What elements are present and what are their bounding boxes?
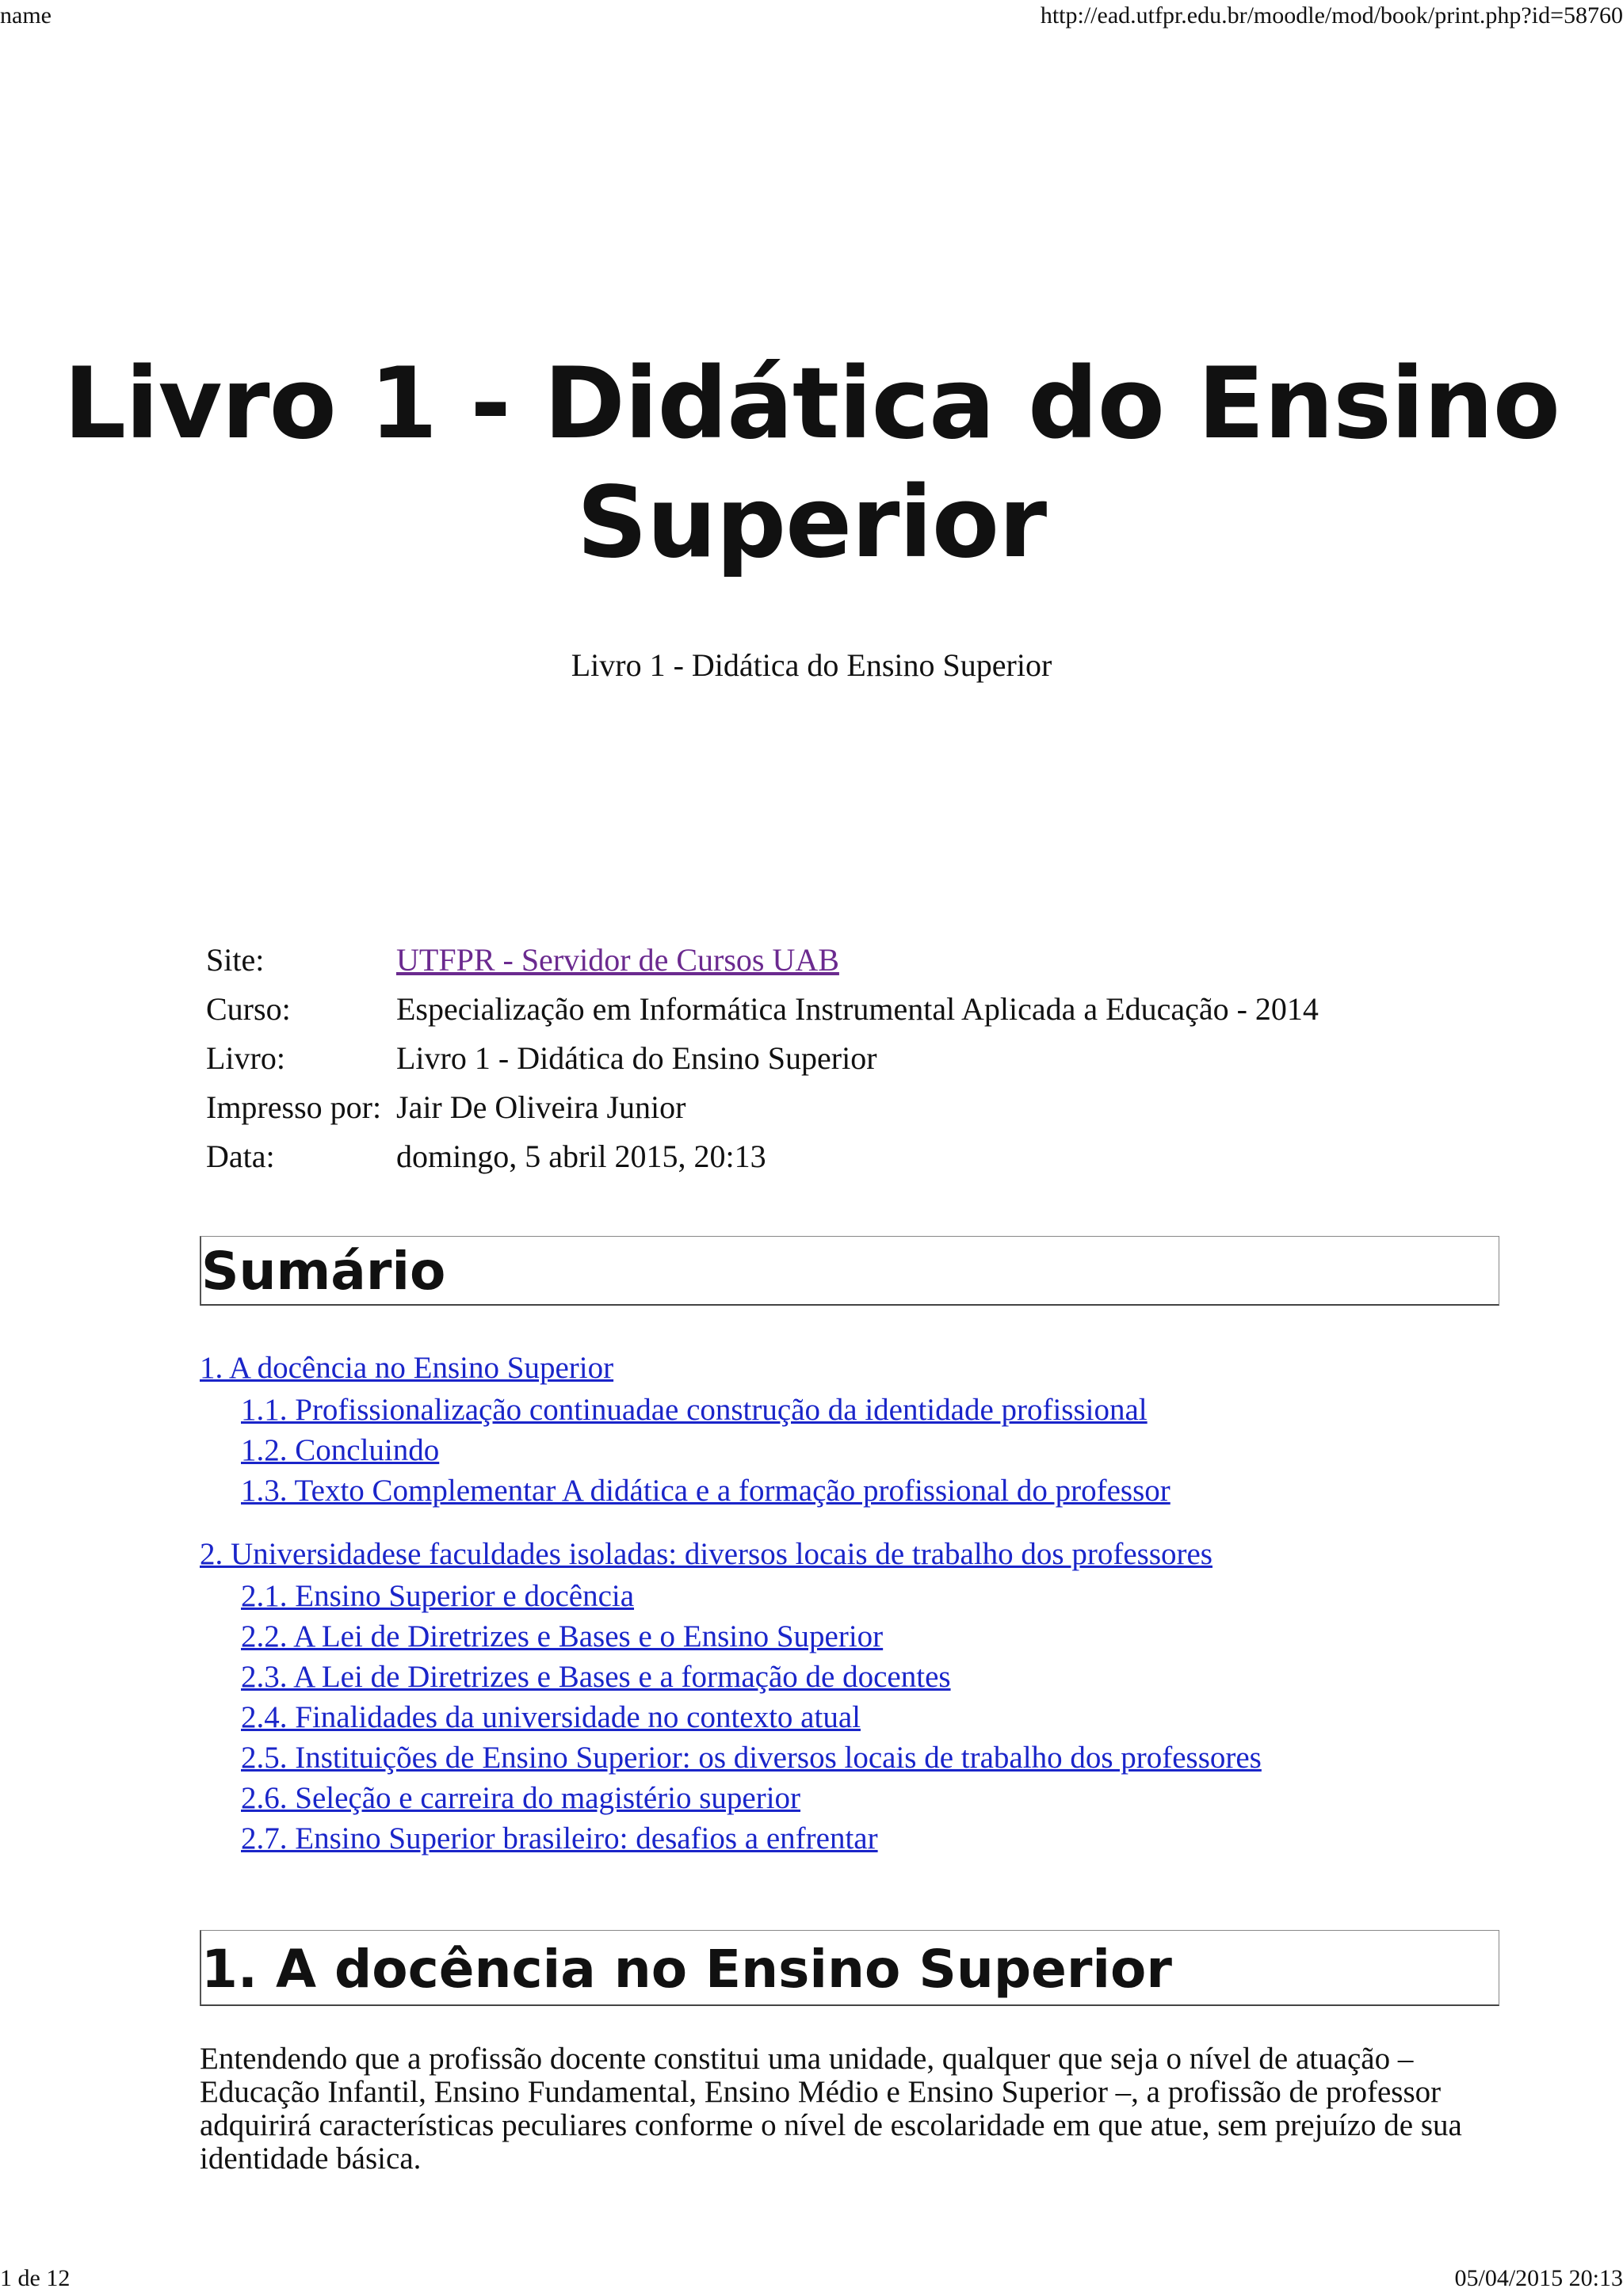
meta-value: Jair De Oliveira Junior — [396, 1089, 686, 1125]
meta-label: Site: — [206, 941, 265, 978]
toc-chapter-group — [200, 1533, 1547, 1859]
print-header — [0, 0, 1623, 38]
chapter-paragraph: Entendendo que a profissão docente constitui uma unidade, qualquer que seja o nível de atuação – Educação Infantil, Ensino Fundamental, Ensino Médio e Ensino Superior –, a profissão de professor adquirirá características peculiares conforme o nível de escolaridade em que atue, sem prejuízo de sua identidade básica. — [200, 2042, 1462, 2176]
meta-label: Livro: — [206, 1039, 285, 1076]
chapter-heading: 1. A docência no Ensino Superior — [200, 1930, 1499, 2006]
toc-heading: Sumário — [200, 1236, 1499, 1306]
toc-subchapter-link[interactable]: 2.6. Seleção e carreira do magistério superior — [241, 1781, 801, 1815]
book-info-table — [206, 935, 1319, 1180]
meta-row-course — [206, 984, 1319, 1033]
toc-chapter-link[interactable]: 2. Universidadese faculdades isoladas: diversos locais de trabalho dos professores — [200, 1537, 1212, 1571]
toc-subchapter-link[interactable]: 1.3. Texto Complementar A didática e a formação profissional do professor — [241, 1474, 1170, 1508]
toc-subchapter-link[interactable]: 1.2. Concluindo — [241, 1433, 440, 1467]
meta-label: Data: — [206, 1138, 275, 1174]
toc-subchapter-link[interactable]: 2.4. Finalidades da universidade no contexto atual — [241, 1700, 861, 1734]
meta-row-site — [206, 935, 1319, 984]
meta-value: Especialização em Informática Instrumental Aplicada a Educação - 2014 — [396, 990, 1319, 1027]
toc-subchapter-link[interactable]: 2.7. Ensino Superior brasileiro: desafios a enfrentar — [241, 1821, 878, 1855]
print-header-left: name — [0, 2, 52, 29]
site-link[interactable]: UTFPR - Servidor de Cursos UAB — [396, 941, 839, 978]
meta-value: Livro 1 - Didática do Ensino Superior — [396, 1039, 877, 1076]
meta-row-book — [206, 1033, 1319, 1082]
book-title: Livro 1 - Didática do Ensino Superior — [63, 347, 1560, 580]
page-counter: 1 de 12 — [0, 2265, 71, 2291]
toc-subchapter-link[interactable]: 2.2. A Lei de Diretrizes e Bases e o Ensino Superior — [241, 1619, 884, 1653]
meta-value — [396, 935, 1319, 984]
toc-chapter-group — [200, 1347, 1547, 1511]
meta-label: Curso: — [206, 990, 291, 1027]
toc-subchapter-link[interactable]: 2.5. Instituições de Ensino Superior: os diversos locais de trabalho dos professores — [241, 1741, 1262, 1775]
toc-subchapter-link[interactable]: 2.3. A Lei de Diretrizes e Bases e a formação de docentes — [241, 1660, 951, 1694]
print-header-url: http://ead.utfpr.edu.br/moodle/mod/book/print.php?id=58760 — [1040, 2, 1623, 29]
toc-subchapter-link[interactable]: 1.1. Profissionalização continuadae construção da identidade profissional — [241, 1393, 1148, 1427]
print-timestamp: 05/04/2015 20:13 — [1454, 2265, 1623, 2291]
meta-value: domingo, 5 abril 2015, 20:13 — [396, 1138, 766, 1174]
book-intro: Livro 1 - Didática do Ensino Superior — [571, 647, 1052, 683]
toc-chapter-link[interactable]: 1. A docência no Ensino Superior — [200, 1351, 614, 1385]
table-of-contents — [200, 1347, 1547, 1881]
meta-row-date — [206, 1131, 1319, 1180]
meta-row-printed-by — [206, 1082, 1319, 1131]
meta-label: Impresso por: — [206, 1089, 382, 1125]
print-footer — [0, 2263, 1623, 2296]
toc-subchapter-link[interactable]: 2.1. Ensino Superior e docência — [241, 1579, 635, 1613]
